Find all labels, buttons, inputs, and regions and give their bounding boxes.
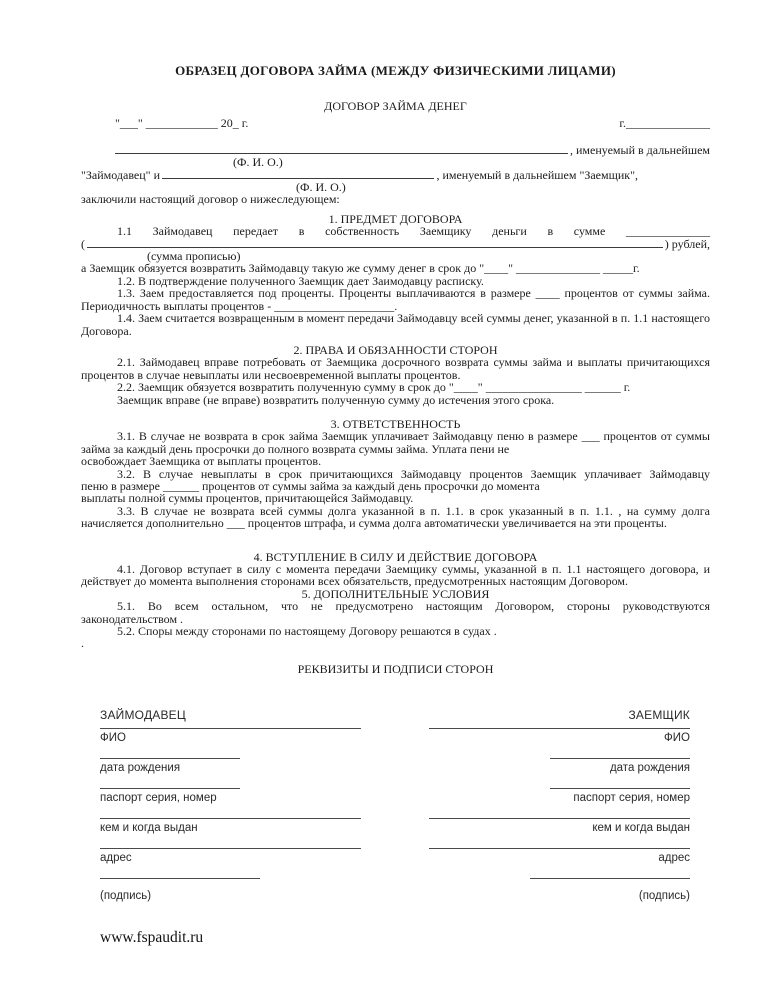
fio-caption-1: (Ф. И. О.) bbox=[233, 155, 283, 170]
borrower-signature-column bbox=[429, 709, 690, 903]
borrower-field-row bbox=[429, 728, 690, 745]
clause-4-1-line-2: действует до момента выполнения сторонами всех обязательств, предусмотренных настоящим Договором. bbox=[81, 574, 629, 589]
sum-paren-close: ) рублей, bbox=[664, 236, 710, 251]
lender-field-row bbox=[100, 788, 361, 805]
date-blank: "___" ____________ 20_ г. bbox=[115, 116, 249, 131]
lender-passport-label: паспорт серия, номер bbox=[100, 792, 217, 805]
lender-fio-label: ФИО bbox=[100, 732, 126, 745]
clause-1-3-line-1: 1.3. Заем предоставляется под проценты. Проценты выплачиваются в размере ____ процентов от суммы займа. bbox=[117, 286, 710, 301]
lender-birthdate-label: дата рождения bbox=[100, 762, 181, 775]
borrower-signature-blank-line bbox=[530, 878, 690, 879]
lender-signature-blank-line bbox=[100, 878, 260, 879]
clause-2-1-line-1: 2.1. Займодавец вправе потребовать от Заемщика досрочного возврата суммы займа и выплаты причитающихся bbox=[117, 355, 710, 370]
lender-name-blank-line bbox=[115, 153, 568, 154]
requisites-heading: РЕКВИЗИТЫ И ПОДПИСИ СТОРОН bbox=[297, 661, 494, 676]
borrower-signature-label: (подпись) bbox=[638, 890, 690, 903]
clause-3-2-line-2: пеню в размере ______ процентов от суммы займа за каждый день просрочки до момента bbox=[81, 478, 540, 493]
lender-field-row bbox=[100, 878, 361, 903]
clause-3-2-line-1: 3.2. В случае невыплаты в срок причитающихся Займодавцу процентов Заемщик уплачивает Займодавцу bbox=[117, 466, 710, 481]
lender-issued-label: кем и когда выдан bbox=[100, 822, 198, 835]
borrower-birthdate-blank-line bbox=[550, 758, 690, 759]
date-city-row bbox=[81, 117, 710, 129]
clause-1-1-return-line: а Заемщик обязуется возвратить Займодавцу такую же сумму денег в срок до "____" ______________ _____г. bbox=[81, 261, 640, 276]
website-footer: www.fspaudit.ru bbox=[100, 929, 204, 947]
lender-fio-blank-line bbox=[100, 728, 361, 729]
clause-5-1-line-2: законодательством . bbox=[81, 611, 184, 626]
lender-name-row bbox=[81, 144, 710, 156]
clause-2-2-line-1: 2.2. Заемщик обязуется возвратить полученную сумму в срок до "____" ________________ ______ г. bbox=[117, 380, 631, 395]
signatures-block bbox=[100, 709, 690, 903]
section-1-heading: 1. ПРЕДМЕТ ДОГОВОРА bbox=[328, 211, 463, 226]
lender-field-row bbox=[100, 818, 361, 835]
clause-2-2-line-2: Заемщик вправе (не вправе) возвратить полученную сумму до истечения этого срока. bbox=[117, 392, 555, 407]
section-2-heading: 2. ПРАВА И ОБЯЗАННОСТИ СТОРОН bbox=[293, 342, 498, 357]
clause-3-1-line-2: займа за каждый день просрочки до полного возврата суммы займа. Уплата пени не bbox=[81, 441, 510, 456]
clause-3-2-line-3: выплаты полной суммы процентов, причитающейся Займодавцу. bbox=[81, 491, 414, 506]
borrower-passport-blank-line bbox=[550, 788, 690, 789]
document-title: ДОГОВОР ЗАЙМА ДЕНЕГ bbox=[324, 99, 467, 113]
borrower-field-row bbox=[429, 788, 690, 805]
borrower-name-blank-line bbox=[162, 178, 434, 179]
sum-words-caption: (сумма прописью) bbox=[147, 249, 241, 264]
clause-1-4-line-1: 1.4. Заем считается возвращенным в момент передачи Займодавцу всей суммы денег, указанной в п. 1.1 настоящего bbox=[117, 311, 710, 326]
lender-birthdate-blank-line bbox=[100, 758, 240, 759]
borrower-fio-label: ФИО bbox=[664, 732, 690, 745]
borrower-birthdate-label: дата рождения bbox=[609, 762, 690, 775]
lender-field-row bbox=[100, 728, 361, 745]
borrower-field-row bbox=[429, 758, 690, 775]
clause-3-1-line-1: 3.1. В случае не возврата в срок займа Заемщик уплачивает Займодавцу пеню в размере ___ процентов от суммы bbox=[117, 429, 710, 444]
lender-signature-column bbox=[100, 709, 361, 903]
document-label: ОБРАЗЕЦ ДОГОВОРА ЗАЙМА (МЕЖДУ ФИЗИЧЕСКИМИ ЛИЦАМИ) bbox=[175, 63, 616, 78]
clause-1-4-line-2: Договора. bbox=[81, 323, 132, 338]
sum-blank-line bbox=[87, 247, 663, 248]
borrower-column-title: ЗАЕМЩИК bbox=[628, 708, 690, 723]
borrower-named-suffix: , именуемый в дальнейшем "Заемщик", bbox=[436, 167, 638, 182]
clause-3-1-line-3: освобождает Заемщика от выплаты процентов. bbox=[81, 454, 322, 469]
lender-prefix: "Займодавец" и bbox=[81, 167, 161, 182]
sum-paren-open: ( bbox=[81, 236, 85, 251]
lender-named-suffix: , именуемый в дальнейшем bbox=[569, 142, 710, 157]
borrower-field-row bbox=[429, 878, 690, 903]
section-4-heading: 4. ВСТУПЛЕНИЕ В СИЛУ И ДЕЙСТВИЕ ДОГОВОРА bbox=[253, 549, 538, 564]
clause-1-2: 1.2. В подтверждение полученного Заемщик дает Заимодавцу расписку. bbox=[117, 273, 484, 288]
fio-caption-2: (Ф. И. О.) bbox=[296, 180, 346, 195]
stray-period: . bbox=[81, 636, 84, 651]
borrower-address-blank-line bbox=[429, 848, 690, 849]
lender-field-row bbox=[100, 848, 361, 865]
borrower-field-row bbox=[429, 848, 690, 865]
clause-2-1-line-2: процентов в случае невыплаты или несвоевременной выплаты процентов. bbox=[81, 367, 461, 382]
clause-4-1-line-1: 4.1. Договор вступает в силу с момента передачи Заемщику суммы, указанной в п. 1.1 настоящего договора, и bbox=[117, 562, 710, 576]
borrower-passport-label: паспорт серия, номер bbox=[573, 792, 690, 805]
borrower-field-row bbox=[429, 818, 690, 835]
lender-address-blank-line bbox=[100, 848, 361, 849]
lender-passport-blank-line bbox=[100, 788, 240, 789]
borrower-address-label: адрес bbox=[658, 852, 690, 865]
borrower-issued-blank-line bbox=[429, 818, 690, 819]
section-5-heading: 5. ДОПОЛНИТЕЛЬНЫЕ УСЛОВИЯ bbox=[301, 586, 490, 601]
clause-5-2: 5.2. Споры между сторонами по настоящему Договору решаются в судах . bbox=[117, 624, 497, 639]
lender-issued-blank-line bbox=[100, 818, 361, 819]
borrower-fio-blank-line bbox=[429, 728, 690, 729]
clause-5-1-line-1: 5.1. Во всем остальном, что не предусмотрено настоящим Договором, стороны руководствуются bbox=[117, 599, 710, 614]
lender-address-label: адрес bbox=[100, 852, 132, 865]
lender-field-row bbox=[100, 758, 361, 775]
clause-3-3-line-1: 3.3. В случае не возврата всей суммы долга указанной в п. 1.1. в срок указанный в п. 1.1. , на сумму долга bbox=[117, 503, 710, 518]
clause-1-1-line-1: 1.1 Займодавец передает в собственность Заемщику деньги в сумме ______________ bbox=[117, 224, 710, 239]
borrower-issued-label: кем и когда выдан bbox=[592, 822, 690, 835]
lender-column-title: ЗАЙМОДАВЕЦ bbox=[100, 708, 186, 723]
city-blank: г.______________ bbox=[619, 116, 710, 131]
lender-signature-label: (подпись) bbox=[100, 890, 152, 903]
concluded-line: заключили настоящий договор о нижеследующем: bbox=[81, 192, 340, 207]
borrower-name-row bbox=[81, 169, 638, 181]
clause-3-3-line-2: начисляется дополнительно ___ процентов штрафа, и сумма долга автоматически увеличивается на эти проценты. bbox=[81, 516, 667, 531]
section-3-heading: 3. ОТВЕТСТВЕННОСТЬ bbox=[330, 416, 461, 431]
clause-1-3-line-2: Периодичность выплаты процентов - ____________________. bbox=[81, 298, 398, 313]
